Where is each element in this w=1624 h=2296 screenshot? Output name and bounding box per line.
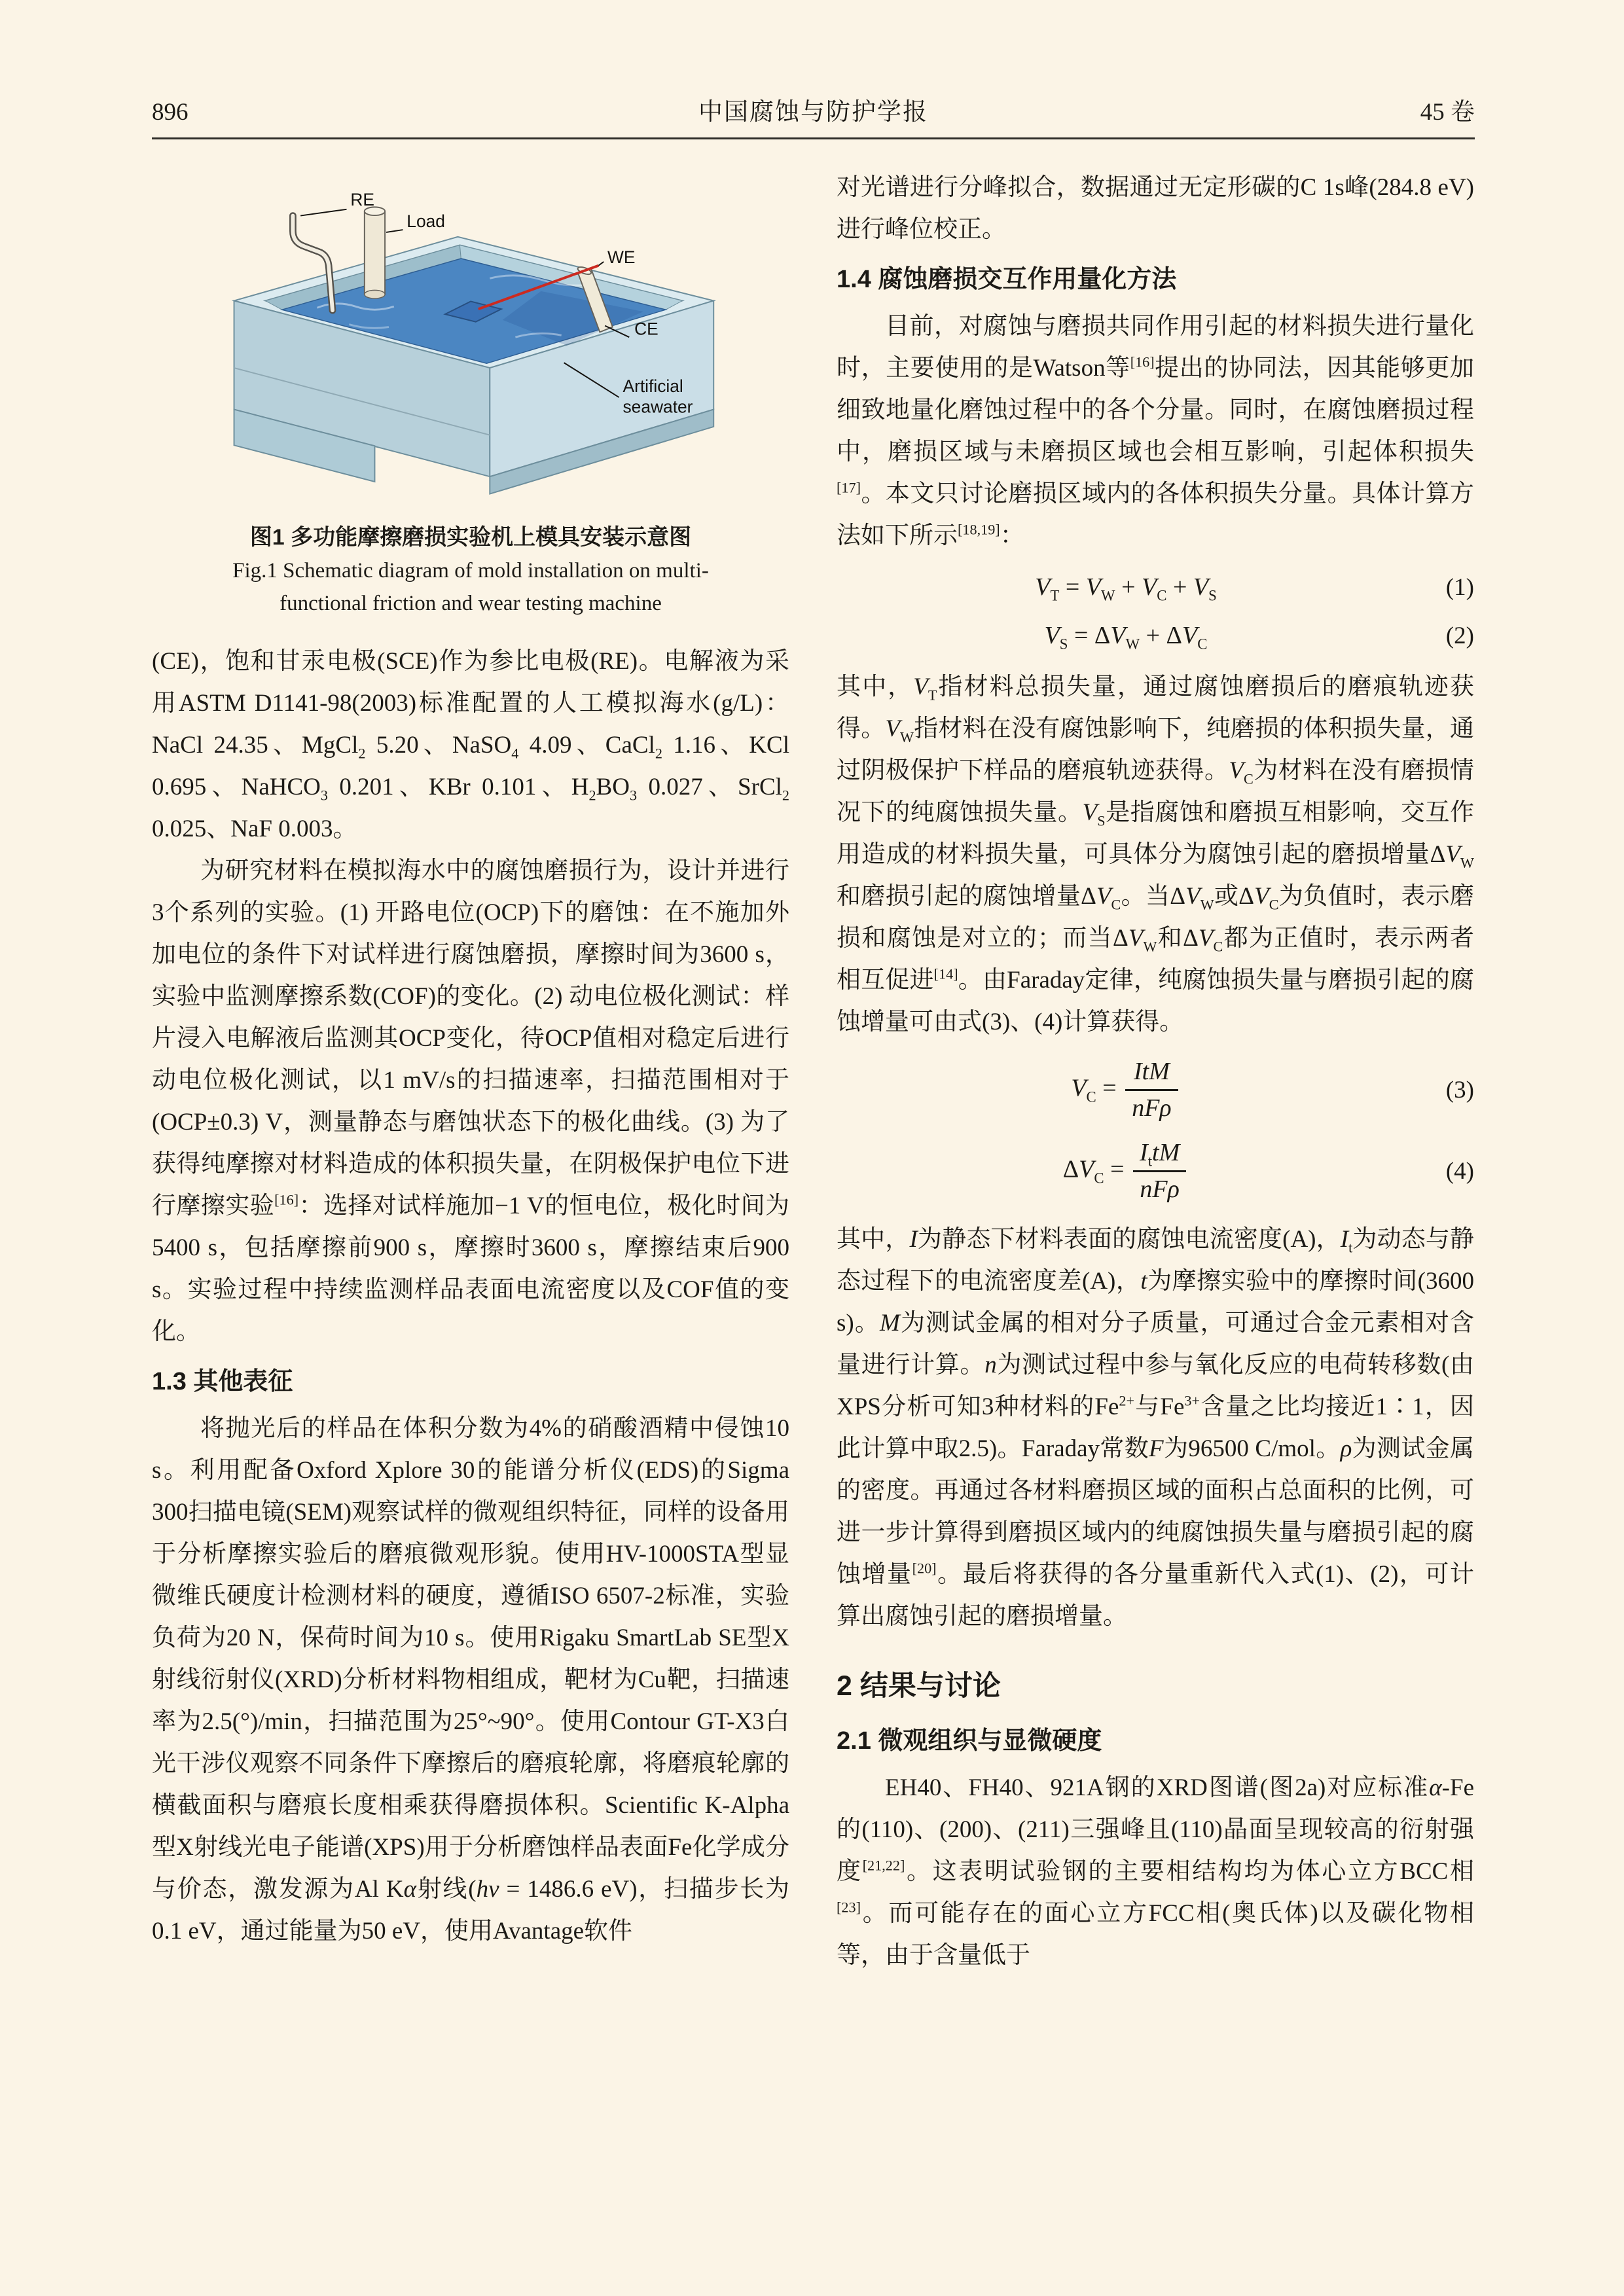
figure-caption-en-line2: functional friction and wear testing machine <box>280 592 662 616</box>
volume-label: 45 卷 <box>1420 99 1475 126</box>
left-column <box>152 167 789 1976</box>
equation-number: (3) <box>1445 1077 1474 1104</box>
body-paragraph: 其中，I为静态下材料表面的腐蚀电流密度(A)，$I_t$为动态与静态过程下的电流密度差(A)，t为摩擦实验中的摩擦时间(3600 s)。M为测试金属的相对分子质量，可通过合金元素相对含量进行计算。n为测试过程中参与氧化反应的电荷转移数(由XPS分析可知3种材料的$Fe^{2+}$与$Fe^{3+}$含量之比均接近1∶1，因此计算中取2.5)。Faraday常数F为96500 C/mol。ρ为测试金属的密度。再通过各材料磨损区域的面积占总面积的比例，可进一步计算得到磨损区域内的纯腐蚀损失量与磨损引起的腐蚀增量[20]。最后将获得的各分量重新代入式(1)、(2)，可计算出腐蚀引起的磨损增量。 <box>837 1225 1475 1630</box>
body-paragraph: (CE)，饱和甘汞电极(SCE)作为参比电极(RE)。电解液为采用ASTM D1141-98(2003)标准配置的人工模拟海水(g/L)：NaCl 24.35、MgCl$_2$ 5.20、NaSO$_4$ 4.09、CaCl$_2$ 1.16、KCl 0.695、NaHCO$_3$ 0.201、KBr 0.101、$H_2BO_3$ 0.027、SrCl$_2$ 0.025、NaF 0.003。 <box>152 648 789 843</box>
body-paragraph: 对光谱进行分峰拟合，数据通过无定形碳的C 1s峰(284.8 eV)进行峰位校正。 <box>837 174 1474 243</box>
load-leader-line <box>386 230 403 232</box>
body-paragraph: 目前，对腐蚀与磨损共同作用引起的材料损失进行量化时，主要使用的是Watson等[16]提出的协同法，因其能够更加细致地量化磨蚀过程中的各个分量。同时，在腐蚀磨损过程中，磨损区域与未磨损区域也会相互影响，引起体积损失[17]。本文只讨论磨损区域内的各体积损失分量。具体计算方法如下所示[18,19]： <box>837 313 1475 550</box>
figure-caption-en-line1: Fig.1 Schematic diagram of mold installation on multi- <box>232 559 709 583</box>
load-cylinder <box>365 207 385 299</box>
load-label: Load <box>406 211 445 232</box>
equation-4 <box>837 1138 1474 1206</box>
figure-1 <box>152 176 789 619</box>
page-number: 896 <box>152 99 189 126</box>
section-heading-1-3: 1.3 其他表征 <box>152 1368 293 1396</box>
we-label: WE <box>607 247 636 268</box>
figure-1-drawing <box>183 176 759 509</box>
header-rule <box>152 137 1475 139</box>
section-heading-1-4: 1.4 腐蚀磨损交互作用量化方法 <box>837 266 1177 294</box>
section-heading-2-1: 2.1 微观组织与显微硬度 <box>837 1727 1102 1755</box>
equation-number: (4) <box>1445 1158 1474 1185</box>
equation-1 <box>837 570 1474 605</box>
body-paragraph: 为研究材料在模拟海水中的腐蚀磨损行为，设计并进行3个系列的实验。(1) 开路电位(OCP)下的磨蚀：在不施加外加电位的条件下对试样进行腐蚀磨损，摩擦时间为3600 s，实验中监测摩擦系数(COF)的变化。(2) 动电位极化测试：样片浸入电解液后监测其OCP变化，待OCP值相对稳定后进行动电位极化测试，以1 mV/s的扫描速率，扫描范围相对于(OCP±0.3) V，测量静态与磨蚀状态下的极化曲线。(3) 为了获得纯摩擦对材料造成的体积损失量，在阴极保护电位下进行摩擦实验[16]：选择对试样施加−1 V的恒电位，极化时间为5400 s，包括摩擦前900 s，摩擦时3600 s，摩擦结束后900 s。实验过程中持续监测样品表面电流密度以及COF值的变化。 <box>152 857 789 1346</box>
equation-body: $V_C$ = $\frac{\text{ItM}}{\text{nFρ}}$ <box>837 1056 1415 1124</box>
equation-body: $V_S = \Delta V_W + \Delta V_C$ <box>1044 621 1208 653</box>
ce-label: CE <box>634 319 659 339</box>
equation-body: $\Delta V_C$ = $\frac{I_ttM}{\text{nFρ}}$ <box>837 1138 1415 1206</box>
journal-title: 中国腐蚀与防护学报 <box>698 99 928 126</box>
re-label: RE <box>350 190 374 210</box>
equation-body: $V_T = V_W + V_C + V_S$ <box>1035 573 1217 604</box>
body-paragraph: EH40、FH40、921A钢的XRD图谱(图2a)对应标准α-Fe的(110)、(200)、(211)三强峰且(110)晶面呈现较高的衍射强度[21,22]。这表明试验钢的主要相结构均为体心立方BCC相[23]。而可能存在的面心立方FCC相(奥氏体)以及碳化物相等，由于含量低于 <box>837 1774 1474 1969</box>
equation-number: (1) <box>1445 574 1474 601</box>
two-column-body <box>152 167 1475 1976</box>
page-header <box>152 98 1475 127</box>
body-paragraph: 将抛光后的样品在体积分数为4%的硝酸酒精中侵蚀10 s。利用配备Oxford Xplore 30的能谱分析仪(EDS)的Sigma 300扫描电镜(SEM)观察试样的微观组织特征，同样的设备用于分析摩擦实验后的磨痕微观形貌。使用HV-1000STA型显微维氏硬度计检测材料的硬度，遵循ISO 6507-2标准，实验负荷为20 N，保荷时间为10 s。使用Rigaku SmartLab SE型X射线衍射仪(XRD)分析材料物相组成，靶材为Cu靶，扫描速率为2.5(°)/min，扫描范围为25°~90°。使用Contour GT-X3白光干涉仪观察不同条件下摩擦后的磨痕轮廓，将磨痕轮廓的横截面积与磨痕长度相乘获得磨损体积。Scientific K-Alpha型X射线光电子能谱(XPS)用于分析磨蚀样品表面Fe化学成分与价态，激发源为Al Kα射线(hν = 1486.6 eV)，扫描步长为0.1 eV，通过能量为50 eV，使用Avantage软件 <box>152 1415 789 1945</box>
seawater-label-line1: Artificial <box>623 376 683 397</box>
equation-2 <box>837 619 1474 653</box>
right-column <box>837 167 1474 1976</box>
re-leader-line <box>300 209 346 216</box>
we-leader-line <box>598 262 604 266</box>
figure-1-caption <box>152 522 789 619</box>
equation-3 <box>837 1056 1474 1124</box>
section-heading-2: 2 结果与讨论 <box>837 1670 1001 1702</box>
figure-caption-zh: 图1 多功能摩擦磨损实验机上模具安装示意图 <box>249 525 692 550</box>
body-paragraph: 其中，$V_T$指材料总损失量，通过腐蚀磨损后的磨痕轨迹获得。$V_W$指材料在没有腐蚀影响下，纯磨损的体积损失量，通过阴极保护下样品的磨痕轨迹获得。$V_C$为材料在没有磨损情况下的纯腐蚀损失量。$V_S$是指腐蚀和磨损互相影响，交互作用造成的材料损失量，可具体分为腐蚀引起的磨损增量$\Delta V_W$和磨损引起的腐蚀增量$\Delta V_C$。当$\Delta V_W$或$\Delta V_C$为负值时，表示磨损和腐蚀是对立的；而当$\Delta V_W$和$\Delta V_C$都为正值时，表示两者相互促进[14]。由Faraday定律，纯腐蚀损失量与磨损引起的腐蚀增量可由式(3)、(4)计算获得。 <box>837 673 1475 1035</box>
equation-number: (2) <box>1445 622 1474 649</box>
seawater-label-line2: seawater <box>623 397 693 417</box>
